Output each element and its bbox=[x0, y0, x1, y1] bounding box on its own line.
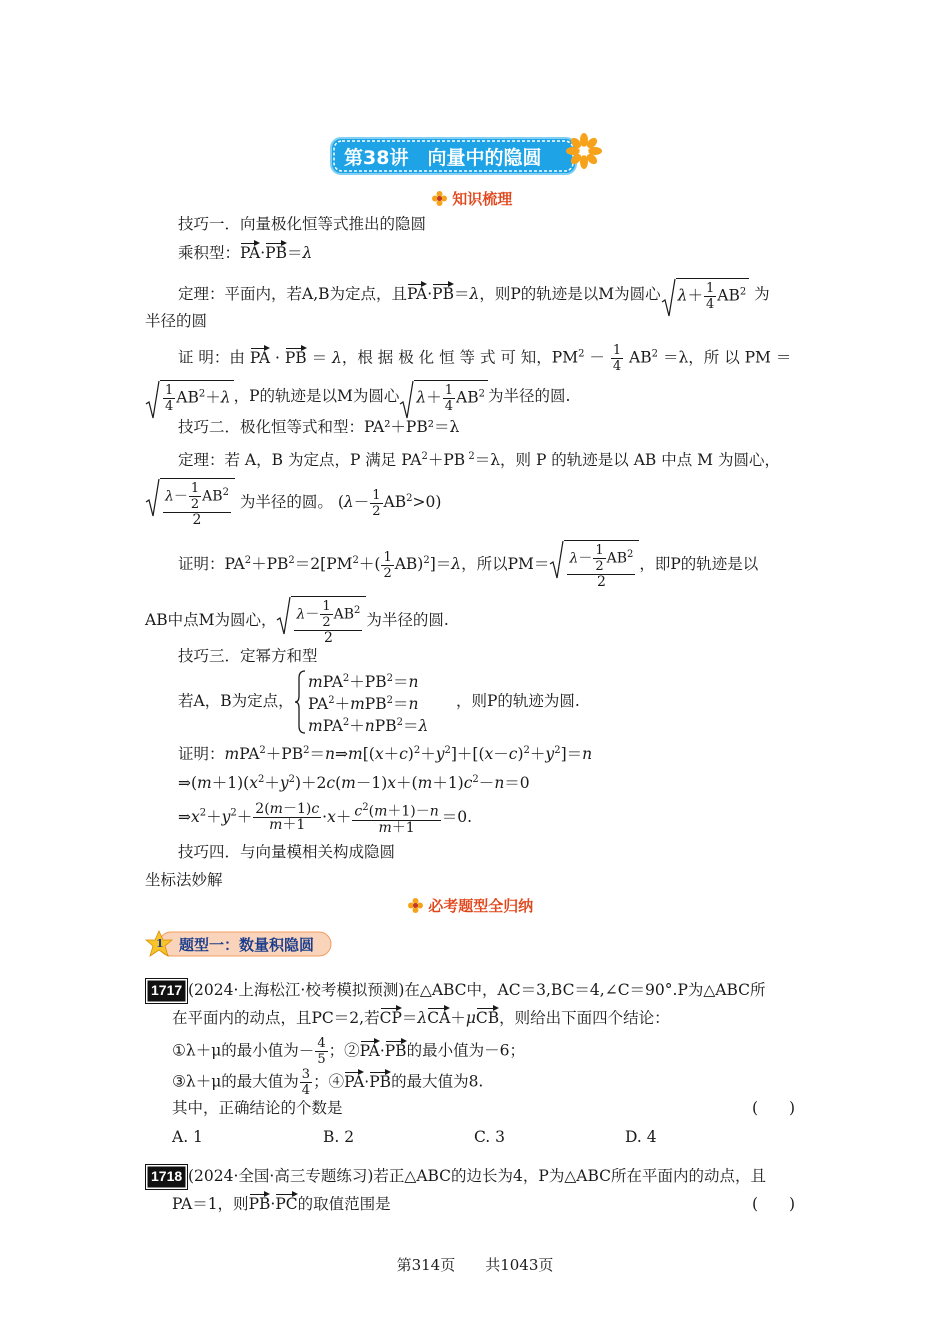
proof-3-line-1: 证明：$mPA^2+PB^2=n\Rightarrow m[(x+c)^2+y^2]+[(x-c)^2+y^2]=n$ bbox=[178, 745, 593, 764]
problem-1717-question: 其中，正确结论的个数是 bbox=[172, 1099, 343, 1117]
option-c[interactable]: C. 3 bbox=[474, 1128, 506, 1146]
left-brace bbox=[294, 670, 306, 734]
problem-1717-answer-paren: ( ) bbox=[752, 1099, 796, 1117]
p1717-text-a: 在平面内的动点，且PC＝2,若 bbox=[172, 1009, 380, 1027]
flower-icon bbox=[566, 133, 602, 169]
proof1-text-b: ，根 据 极 化 恒 等 式 可 知，PM bbox=[341, 348, 579, 367]
problem-1717-line-1: (2024·上海松江·校考模拟预测)在△ABC中，AC＝3,BC＝4,∠C＝90°.P为△ABC所 bbox=[188, 981, 766, 999]
problem-1717-line-2: 在平面内的动点，且PC＝2,若CP＝λCA＋μCB，则给出下面四个结论： bbox=[172, 1009, 670, 1027]
proof-3-line-3: $\Rightarrow x^2+y^2+$ $\frac{2(m-1)c}{m+1}$ ·x＋ $\frac{c^2(m+1)-n}{m+1}$ ＝0. bbox=[178, 801, 473, 836]
proof2-text-b: ，所以PM＝ bbox=[461, 555, 550, 573]
chapter-title: 第38讲 向量中的隐圆 bbox=[344, 147, 542, 169]
question-type-badge: 1 bbox=[156, 937, 164, 950]
section-knowledge-label: 知识梳理 bbox=[452, 190, 513, 208]
p1717-s4: ③λ＋μ的最大值为 bbox=[172, 1072, 299, 1091]
proof1-text-d: ＝λ，所 以 PM ＝ bbox=[662, 348, 792, 367]
proof-1-line-2: $\frac{1}{4}$ $AB^2+\lambda$ ，P的轨迹是以M为圆心 λ＋ $\frac{1}{4}$ $AB^2$ 为半径的圆. bbox=[145, 380, 570, 414]
theorem2-text-a: 定理：若 A，B 为定点，P 满足 PA bbox=[178, 451, 422, 470]
theorem2-text-b: ＋PB bbox=[427, 451, 466, 470]
flower-small-icon bbox=[408, 898, 423, 913]
p1717-text-b: ，则给出下面四个结论： bbox=[499, 1009, 670, 1027]
option-b[interactable]: B. 2 bbox=[323, 1128, 355, 1146]
formula-pa-pb: PA·PB＝λ bbox=[240, 244, 313, 262]
coordinate-method: 坐标法妙解 bbox=[145, 871, 223, 889]
t3-text-a: 若A，B为定点， bbox=[178, 692, 294, 710]
proof1-text-c: AB bbox=[629, 348, 652, 367]
theorem-1-line: 定理：平面内，若A,B为定点，且PA·PB＝λ，则P的轨迹是以M为圆心 λ＋ $\frac{1}{4}$ $AB^2$ 为 bbox=[178, 278, 770, 312]
proof3-text-a: 证明： bbox=[178, 745, 225, 764]
flower-small-icon bbox=[432, 191, 447, 206]
theorem1-text-d: 半径的圆 bbox=[145, 312, 208, 330]
system-eq-1: $mPA^2+PB^2=n$ bbox=[308, 673, 419, 692]
system-eq-3: mPA$^2$＋nPB$^2$＝λ bbox=[308, 717, 429, 736]
chapter-title-banner bbox=[330, 137, 600, 175]
theorem1-text-c: 为 bbox=[754, 285, 770, 303]
problem-1717-line-3: ①λ＋μ的最小值为－ $\frac{4}{5}$ ；②PA·PB的最小值为－6； bbox=[172, 1036, 525, 1067]
proof1-text-a: 证 明：由 bbox=[178, 348, 245, 367]
section-question-types bbox=[408, 895, 533, 916]
theorem-2-line-2: λ－ $\frac{1}{2}$ $AB^2$ 2 为半径的圆。 (λ－ $\frac{1}{2}$ $AB^2>0$) bbox=[145, 478, 441, 528]
p1717-s2: ；② bbox=[328, 1041, 360, 1060]
problem-1717-line-4: ③λ＋μ的最大值为 $\frac{3}{4}$ ；④PA·PB的最大值为8. bbox=[172, 1067, 484, 1098]
proof1-text-e: ，P的轨迹是以M为圆心 bbox=[233, 387, 400, 405]
option-d[interactable]: D. 4 bbox=[625, 1128, 657, 1146]
problem-1718-line-2: PA＝1，则PB·PC的取值范围是 bbox=[172, 1195, 391, 1213]
technique-1: 技巧一．向量极化恒等式推出的隐圆 bbox=[178, 215, 427, 233]
problem-number-1717: 1717 bbox=[145, 978, 188, 1004]
proof-3-line-2: $\Rightarrow(m+1)(x^2+y^2)+2c(m-1)x+(m+1)c^2-n=0$ bbox=[178, 774, 530, 793]
technique-3: 技巧三．定幂方和型 bbox=[178, 647, 318, 665]
technique-4: 技巧四．与向量模相关构成隐圆 bbox=[178, 843, 396, 861]
option-a[interactable]: A. 1 bbox=[172, 1128, 203, 1146]
question-type-label: 题型一：数量积隐圆 bbox=[179, 936, 315, 954]
system-eq-2: $PA^2+mPB^2=n$ bbox=[308, 695, 419, 714]
theorem2-text-c: ＝λ，则 P 的轨迹是以 AB 中点 M 为圆心， bbox=[474, 451, 780, 470]
proof2-text-a: 证明：PA bbox=[178, 555, 245, 573]
proof-1-line: 证 明：由 PA · PB ＝ λ，根 据 极 化 恒 等 式 可 知，$PM^2$ － $\frac{1}{4}$ $AB^2 =\lambda$，所 以 PM ＝ bbox=[178, 343, 792, 374]
p1717-s6: 的最大值为8. bbox=[391, 1072, 484, 1091]
theorem1-text-a: 定理：平面内，若A,B为定点，且 bbox=[178, 285, 408, 303]
t3-text-b: ，则P的轨迹为圆. bbox=[456, 692, 580, 710]
problem-1718-line-1: (2024·全国·高三专题练习)若正△ABC的边长为4，P为△ABC所在平面内的动点，且 bbox=[188, 1167, 766, 1185]
sqrt-radius-1: λ＋ $\frac{1}{4}$ $AB^2$ bbox=[661, 278, 750, 312]
p1718-text-a: PA＝1，则 bbox=[172, 1195, 249, 1213]
proof2-text-d: AB中点M为圆心， bbox=[145, 611, 277, 629]
technique-2: 技巧二．极化恒等式和型：PA²＋PB²＝λ bbox=[178, 418, 460, 436]
theorem1-text-b: ，则P的轨迹是以M为圆心 bbox=[479, 285, 661, 303]
theorem-2-line: 定理：若 A，B 为定点，P 满足 $PA^2+PB$ $^2$＝λ，则 P 的轨迹是以 AB 中点 M 为圆心， bbox=[178, 451, 780, 470]
proof-2-line: 证明：$PA^2+PB^2=2[PM^2+$( $\frac{1}{2}$ AB)$^2$]＝λ，所以PM＝ λ－ $\frac{1}{2}$ $AB^2$ 2 ，即P的轨迹是以 bbox=[178, 540, 758, 590]
p1717-s5: ；④ bbox=[313, 1072, 345, 1091]
p1717-s1: ①λ＋μ的最小值为 bbox=[172, 1041, 299, 1060]
question-type-1-tab bbox=[145, 929, 335, 959]
problem-number-1718: 1718 bbox=[145, 1164, 188, 1190]
p1717-s3: 的最小值为－6； bbox=[406, 1041, 525, 1060]
proof2-text-e: 为半径的圆. bbox=[366, 611, 449, 629]
proof2-text-c: ，即P的轨迹是以 bbox=[639, 555, 759, 573]
problem-1718-answer-paren: ( ) bbox=[752, 1195, 796, 1213]
page-footer: 第314页 共1043页 bbox=[396, 1256, 554, 1274]
p1718-text-b: 的取值范围是 bbox=[297, 1195, 391, 1213]
theorem2-text-d: 为半径的圆。 bbox=[239, 493, 333, 511]
product-type-line bbox=[178, 242, 312, 264]
section-knowledge bbox=[432, 188, 512, 209]
section-question-types-label: 必考题型全归纳 bbox=[428, 897, 534, 915]
proof1-text-f: 为半径的圆. bbox=[488, 387, 571, 405]
proof-2-line-2: AB中点M为圆心， λ－ $\frac{1}{2}$ $AB^2$ 2 为半径的圆. bbox=[145, 596, 449, 646]
product-type-label: 乘积型： bbox=[178, 244, 241, 262]
